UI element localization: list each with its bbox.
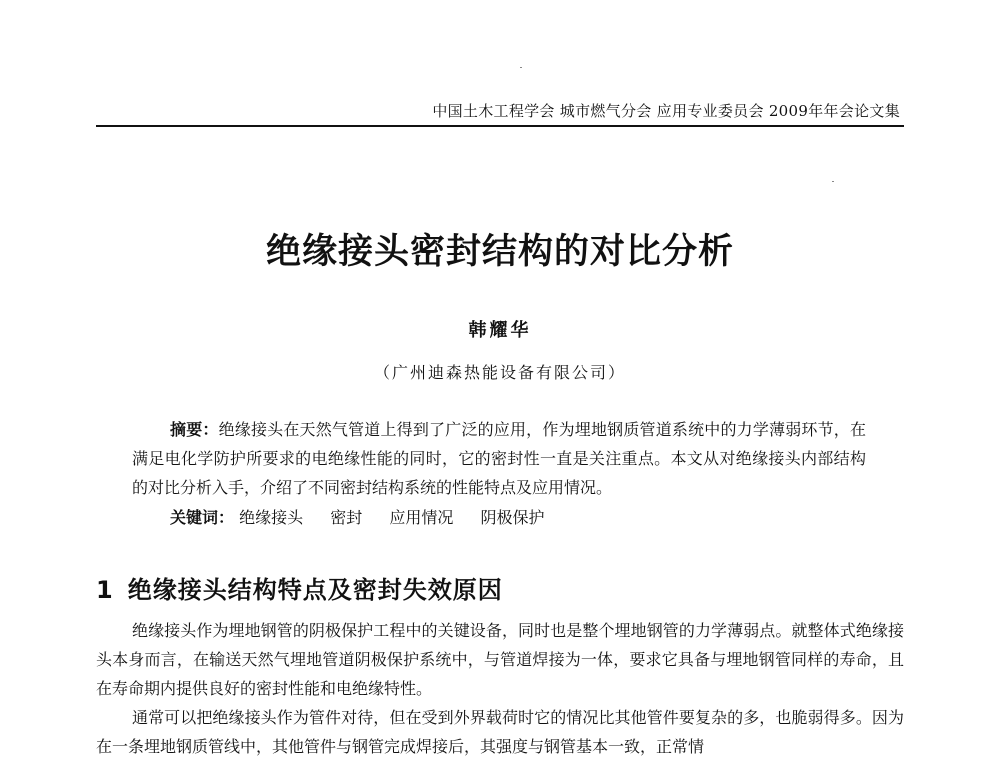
header-rule [96, 125, 904, 127]
section-number: 1 [96, 576, 114, 604]
section-title: 绝缘接头结构特点及密封失效原因 [127, 576, 503, 604]
keyword: 密封 [330, 508, 363, 527]
abstract-label: 摘要： [170, 420, 219, 439]
body-paragraph: 通常可以把绝缘接头作为管件对待，但在受到外界载荷时它的情况比其他管件要复杂的多，也脆弱得多。因为在一条埋地钢质管线中，其他管件与钢管完成焊接后，其强度与钢管基本一致，正常情 [96, 708, 904, 756]
body-text [96, 616, 904, 761]
keywords-label: 关键词： [170, 508, 235, 527]
scan-speck [832, 181, 834, 182]
keyword: 阴极保护 [480, 508, 545, 527]
section-heading [96, 570, 503, 605]
keyword: 绝缘接头 [239, 508, 304, 527]
abstract-text: 绝缘接头在天然气管道上得到了广泛的应用，作为埋地钢质管道系统中的力学薄弱环节，在满足电化学防护所要求的电绝缘性能的同时，它的密封性一直是关注重点。本文从对绝缘接头内部结构的对比分析入手，介绍了不同密封结构系统的性能特点及应用情况。 [132, 420, 866, 497]
running-header: 中国土木工程学会 城市燃气分会 应用专业委员会 2009年年会论文集 [432, 102, 900, 120]
paper-title: 绝缘接头密封结构的对比分析 [265, 232, 734, 272]
keywords [170, 505, 566, 528]
keyword: 应用情况 [389, 508, 454, 527]
author-name: 韩耀华 [468, 320, 532, 341]
body-paragraph: 绝缘接头作为埋地钢管的阴极保护工程中的关键设备，同时也是整个埋地钢管的力学薄弱点。就整体式绝缘接头本身而言，在输送天然气埋地管道阴极保护系统中，与管道焊接为一体，要求它具备与埋地钢管同样的寿命，且在寿命期内提供良好的密封性能和电绝缘特性。 [96, 621, 904, 698]
author-affiliation: （广州迪森热能设备有限公司） [373, 363, 626, 382]
scan-speck [520, 67, 522, 68]
abstract [132, 415, 866, 502]
